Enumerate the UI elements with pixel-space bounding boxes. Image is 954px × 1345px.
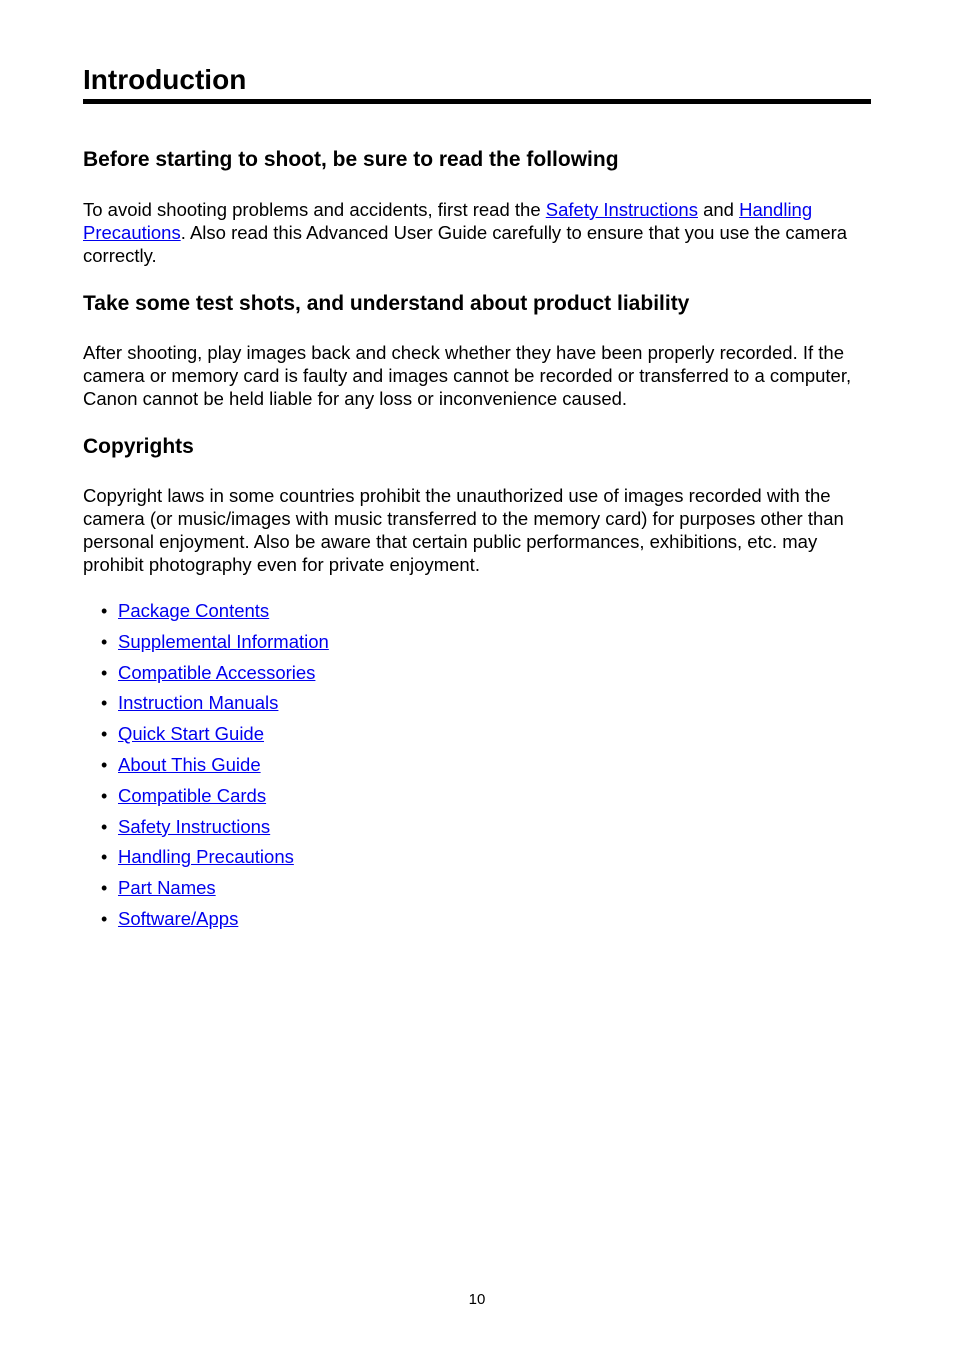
bullet: • xyxy=(101,631,108,652)
link-handling-precautions-inline[interactable]: Handling Precautions xyxy=(83,199,813,243)
list-item xyxy=(83,812,329,843)
bullet: • xyxy=(101,785,108,806)
bullet: • xyxy=(101,908,108,929)
heading-copyrights: Copyrights xyxy=(83,435,194,458)
link-instruction-manuals[interactable]: Instruction Manuals xyxy=(118,692,279,714)
title-rule xyxy=(83,99,871,104)
paragraph-copyrights: Copyright laws in some countries prohibit the unauthorized use of images recorded with the camera (or music/images with music transferred to the memory card) for purposes other than personal enjoyment. Also be aware that certain public performances, exhibitions, etc. may prohibit photography even for private enjoyment. xyxy=(83,485,844,575)
paragraph-before-shooting xyxy=(83,198,873,267)
list-item xyxy=(83,873,329,904)
link-software-apps[interactable]: Software/Apps xyxy=(118,907,239,929)
link-part-names[interactable]: Part Names xyxy=(118,877,216,899)
link-compatible-accessories[interactable]: Compatible Accessories xyxy=(118,661,316,683)
bullet: • xyxy=(101,724,108,745)
list-item xyxy=(83,688,329,719)
list-item xyxy=(83,627,329,658)
paragraph-test-shots: After shooting, play images back and check whether they have been properly recorded. If the camera or memory card is faulty and images cannot be recorded or transferred to a computer, Canon cannot be held liable for any loss or inconvenience caused. xyxy=(83,342,852,409)
list-item xyxy=(83,658,329,689)
heading-before-shooting: Before starting to shoot, be sure to read the following xyxy=(83,148,619,171)
link-handling-precautions[interactable]: Handling Precautions xyxy=(118,846,294,868)
list-item xyxy=(83,842,329,873)
link-safety-instructions[interactable]: Safety Instructions xyxy=(118,815,271,837)
related-links-list xyxy=(83,596,329,935)
paragraph-text: To avoid shooting problems and accidents, first read the xyxy=(83,199,546,220)
paragraph-text: . Also read this Advanced User Guide carefully to ensure that you use the camera correctly. xyxy=(83,222,848,266)
list-item xyxy=(83,904,329,935)
bullet: • xyxy=(101,693,108,714)
link-supplemental-information[interactable]: Supplemental Information xyxy=(118,630,329,652)
bullet: • xyxy=(101,662,108,683)
bullet: • xyxy=(101,601,108,621)
bullet: • xyxy=(101,816,108,837)
bullet: • xyxy=(101,754,108,775)
paragraph-text: and xyxy=(697,199,740,220)
heading-test-shots: Take some test shots, and understand about product liability xyxy=(83,292,690,315)
list-item xyxy=(83,781,329,812)
list-item xyxy=(83,750,329,781)
bullet: • xyxy=(101,878,108,899)
link-quick-start-guide[interactable]: Quick Start Guide xyxy=(118,723,265,745)
list-item xyxy=(83,719,329,750)
link-about-this-guide[interactable]: About This Guide xyxy=(118,753,261,775)
bullet: • xyxy=(101,847,108,868)
page-number: 10 xyxy=(468,1291,486,1308)
link-safety-instructions-inline[interactable]: Safety Instructions xyxy=(545,199,698,220)
page-title: Introduction xyxy=(83,64,247,95)
link-package-contents[interactable]: Package Contents xyxy=(118,600,270,621)
link-compatible-cards[interactable]: Compatible Cards xyxy=(118,784,267,806)
list-item xyxy=(83,596,329,627)
